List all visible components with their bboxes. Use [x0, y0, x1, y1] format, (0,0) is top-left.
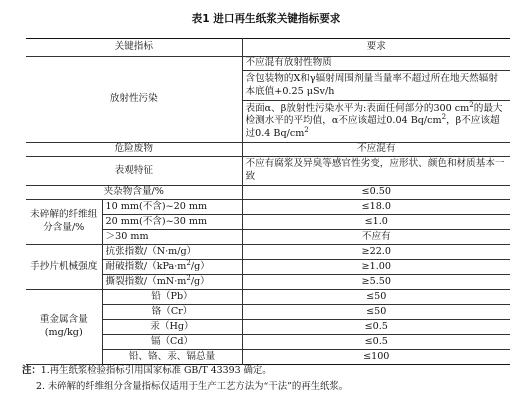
metals-req: ≤100	[242, 350, 510, 365]
strength-sub-part: 撕裂指数/（mN·m	[105, 275, 187, 287]
strength-sub	[102, 260, 242, 275]
table-title: 表1 进口再生纸浆关键指标要求	[191, 13, 341, 25]
superscript: 2	[304, 125, 309, 134]
strength-req: ≥1.00	[242, 260, 510, 275]
radioactive-req-3-part: 的最大检测水平的平均值，α不应该超过0.04 Bq/cm	[245, 102, 503, 127]
notes-prefix: 注：	[22, 365, 41, 376]
superscript: 2	[186, 258, 191, 267]
fiber-req: 不应有	[242, 230, 510, 245]
appearance-label: 表观特征	[26, 157, 242, 186]
table-header-row	[26, 39, 510, 57]
radioactive-req-2: 含包装物的X和γ辐射周围剂量当量率不超过所在地天然辐射本底值+0.25 μSv/h	[242, 71, 510, 101]
header-indicator: 关键指标	[26, 39, 242, 57]
metals-sub: 镉（Cd）	[102, 335, 242, 350]
metals-label: 重金属含量(mg/kg)	[26, 290, 102, 365]
table-row	[26, 57, 510, 71]
table-row	[26, 157, 510, 186]
appearance-req: 不应有腐浆及异臭等感官性劣变，应形状、颜色和材质基本一致	[242, 157, 510, 186]
table-row	[26, 245, 510, 260]
radioactive-req-3-part: 表面α、β放射性污染水平为:表面任何部分的300 cm	[245, 102, 470, 114]
fiber-req: ≤1.0	[242, 215, 510, 230]
radioactive-req-1: 不应混有放射性物质	[242, 57, 510, 71]
fiber-sub: 20 mm(不含)~30 mm	[102, 215, 242, 230]
impurity-label: 夹杂物含量/%	[26, 186, 242, 200]
strength-sub	[102, 275, 242, 290]
metals-req: ≤0.5	[242, 320, 510, 335]
fiber-req: ≤18.0	[242, 200, 510, 215]
superscript: 2	[441, 113, 447, 122]
metals-req: ≤50	[242, 290, 510, 305]
metals-req: ≤50	[242, 305, 510, 320]
strength-sub-part: 耐破指数/（kPa·m	[105, 260, 187, 272]
strength-sub-part: /g）	[190, 275, 210, 287]
indicator-table	[26, 38, 510, 365]
note-1	[22, 363, 522, 379]
radioactive-req-3-part: ，β不应该超过0.4 Bq/cm	[245, 115, 500, 139]
metals-sub: 铅、铬、汞、镉总量	[102, 350, 242, 365]
hazardous-req: 不应混有	[242, 143, 510, 157]
strength-req: ≥5.50	[242, 275, 510, 290]
strength-sub: 抗张指数/（N·m/g）	[102, 245, 242, 260]
note-1-text: 1.再生纸浆检验指标引用国家标准 GB/T 43393 确定。	[40, 365, 272, 376]
impurity-req: ≤0.50	[242, 186, 510, 200]
metals-sub: 铅（Pb）	[102, 290, 242, 305]
table-row	[26, 143, 510, 157]
header-requirement: 要求	[242, 39, 510, 57]
superscript: 2	[186, 273, 191, 282]
fiber-sub: ＞30 mm	[102, 230, 242, 245]
table-row	[26, 200, 510, 215]
fiber-sub: 10 mm(不含)~20 mm	[102, 200, 242, 215]
note-2: 2. 未碎解的纤维组分含量指标仅适用于生产工艺方法为“干法”的再生纸浆。	[36, 381, 349, 392]
fiber-label: 未碎解的纤维组分含量/%	[26, 200, 102, 245]
metals-sub: 铬（Cr）	[102, 305, 242, 320]
strength-req: ≥22.0	[242, 245, 510, 260]
hazardous-label: 危险废物	[26, 143, 242, 157]
superscript: 2	[469, 100, 474, 109]
table-row	[26, 290, 510, 305]
radioactive-label: 放射性污染	[26, 57, 242, 143]
notes	[22, 363, 522, 395]
radioactive-req-3	[242, 101, 510, 143]
metals-sub: 汞（Hg）	[102, 320, 242, 335]
strength-label: 手抄片机械强度	[26, 245, 102, 290]
metals-req: ≤0.5	[242, 335, 510, 350]
table-row	[26, 186, 510, 200]
strength-sub-part: /g）	[190, 260, 210, 272]
